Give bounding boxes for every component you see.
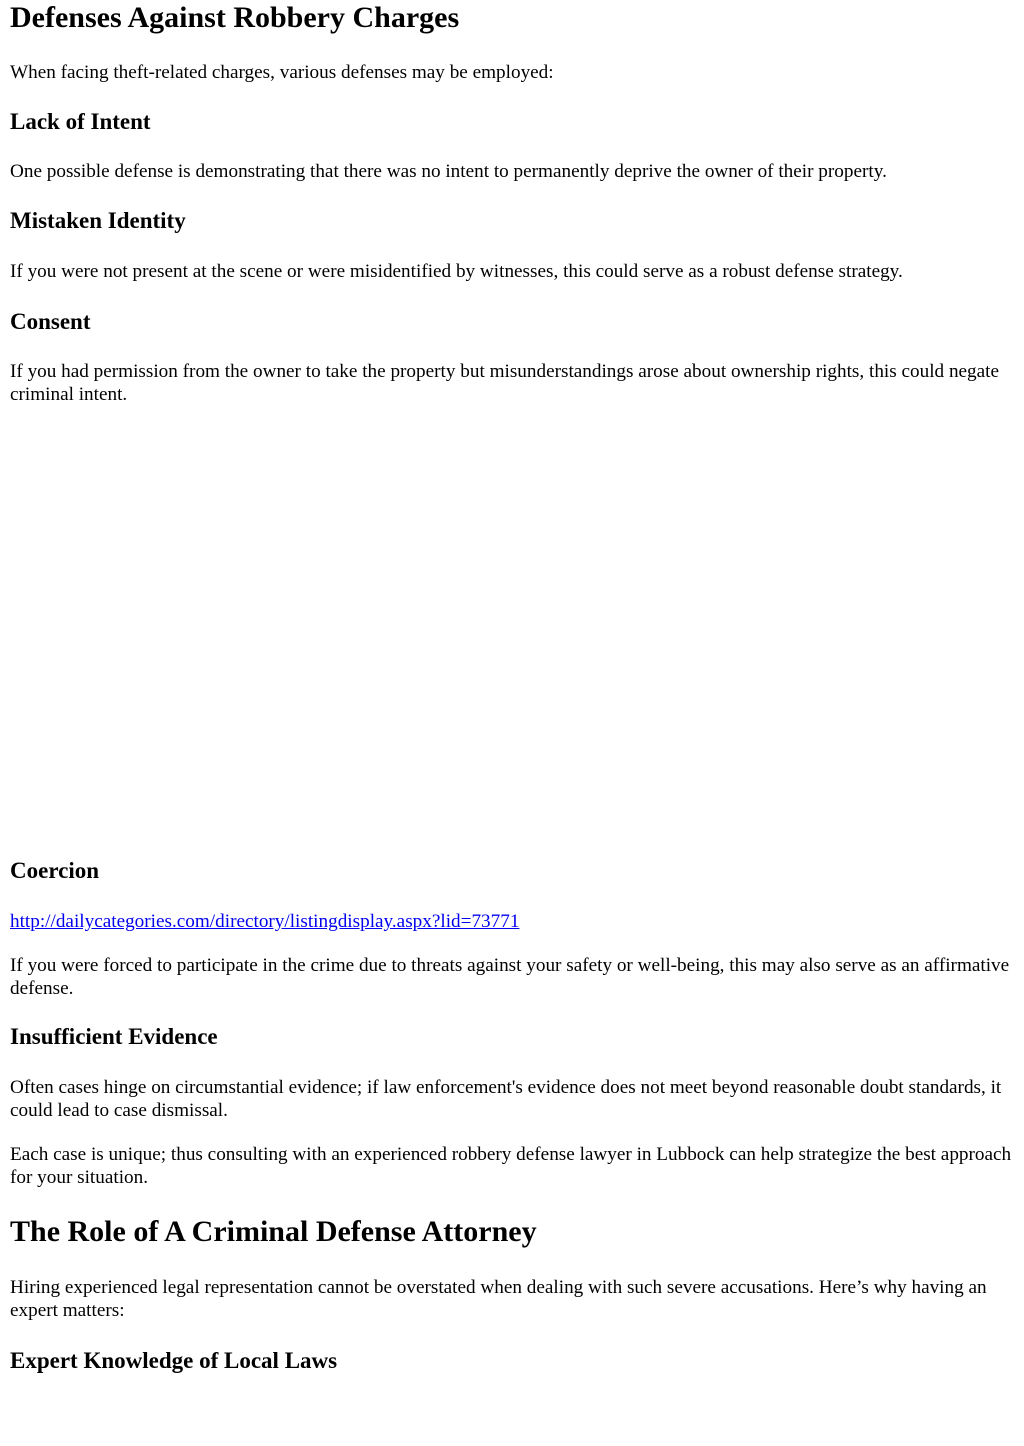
paragraph-role-intro: Hiring experienced legal representation cannot be overstated when dealing with such severe accusations. Here’s why having an expert matters:: [10, 1277, 987, 1321]
subheading-insufficient-evidence: Insufficient Evidence: [10, 1024, 218, 1049]
link-line: [10, 910, 1014, 933]
subheading-consent: Consent: [10, 309, 91, 334]
subheading-mistaken-identity: Mistaken Identity: [10, 208, 186, 233]
paragraph-lack-of-intent: One possible defense is demonstrating that there was no intent to permanently deprive the owner of their property.: [10, 161, 887, 182]
paragraph-closing: Each case is unique; thus consulting with an experienced robbery defense lawyer in Lubbock can help strategize the best approach for your situation.: [10, 1144, 1012, 1188]
paragraph-consent: If you had permission from the owner to take the property but misunderstandings arose about ownership rights, this could negate criminal intent.: [10, 361, 1000, 405]
section-intro: When facing theft-related charges, various defenses may be employed:: [10, 62, 554, 83]
listing-link[interactable]: http://dailycategories.com/directory/listingdisplay.aspx?lid=73771: [10, 911, 520, 932]
paragraph-mistaken-identity: If you were not present at the scene or were misidentified by witnesses, this could serve as a robust defense strategy.: [10, 261, 903, 282]
subheading-lack-of-intent: Lack of Intent: [10, 109, 151, 134]
subheading-local-laws: Expert Knowledge of Local Laws: [10, 1348, 338, 1373]
section-heading-role: The Role of A Criminal Defense Attorney: [10, 1215, 537, 1248]
section-heading-defenses: Defenses Against Robbery Charges: [10, 1, 460, 34]
paragraph-insufficient-evidence: Often cases hinge on circumstantial evidence; if law enforcement's evidence does not meet beyond reasonable doubt standards, it could lead to case dismissal.: [10, 1077, 1002, 1121]
subheading-coercion: Coercion: [10, 858, 100, 883]
paragraph-coercion: If you were forced to participate in the crime due to threats against your safety or well-being, this may also serve as an affirmative defense.: [10, 955, 1010, 999]
blank-space: [10, 420, 1014, 840]
